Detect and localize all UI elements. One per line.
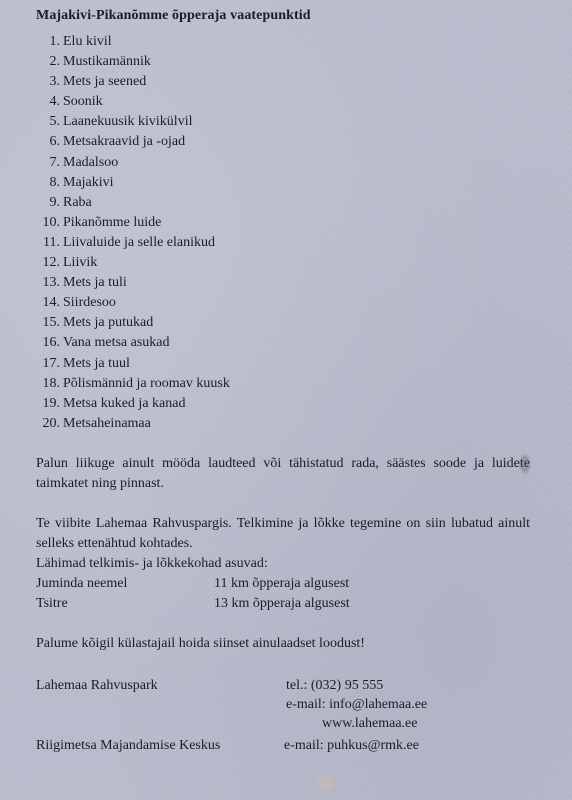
stain-mark (520, 455, 530, 473)
list-item (36, 173, 230, 193)
stop-name: Vana metsa asukad (63, 335, 170, 351)
list-item (36, 153, 230, 173)
stop-number: 11. (43, 234, 60, 250)
list-item (36, 92, 230, 112)
stop-number: 15. (42, 315, 60, 331)
stop-number: 16. (42, 335, 60, 351)
park-website: www.lahemaa.ee (322, 716, 418, 731)
stop-number: 5. (49, 114, 60, 130)
rmk-email: e-mail: puhkus@rmk.ee (284, 738, 419, 753)
park-name: Lahemaa Rahvuspark (36, 678, 158, 693)
stop-number: 1. (49, 34, 60, 49)
stop-number: 18. (42, 375, 60, 391)
stop-name: Mets ja tuul (63, 355, 130, 371)
list-item (36, 414, 230, 434)
stop-number: 10. (42, 214, 60, 230)
stop-name: Mustikamännik (63, 54, 151, 70)
visitor-request-paragraph: Palume kõigil külastajail hoida siinset ainulaadset loodust! (36, 636, 365, 651)
stop-name: Mets ja tuli (63, 275, 127, 291)
stop-name: Laanekuusik kivikülvil (63, 114, 193, 130)
camp-sites-heading: Lähimad telkimis- ja lõkkekohad asuvad: (36, 556, 268, 571)
list-item (36, 193, 230, 213)
stop-number: 13. (42, 275, 60, 291)
stop-number: 9. (49, 194, 60, 210)
list-item (36, 213, 230, 233)
stop-number: 14. (42, 295, 60, 311)
list-item (36, 253, 230, 273)
sign-title: Majakivi-Pikanõmme õpperaja vaatepunktid (36, 8, 311, 23)
stop-name: Liivaluide ja selle elanikud (63, 234, 216, 250)
stop-number: 3. (49, 74, 60, 90)
trail-stops-list (36, 32, 230, 434)
stop-number: 2. (49, 54, 60, 70)
list-item (36, 72, 230, 92)
stop-name: Raba (63, 194, 92, 210)
camp-site-distance: 13 km õpperaja algusest (214, 596, 350, 611)
stop-name: Liivik (63, 255, 98, 271)
stop-number: 20. (42, 415, 60, 431)
stop-number: 7. (49, 154, 60, 170)
stop-number: 12. (42, 255, 60, 271)
list-item (36, 313, 230, 333)
camp-site-row (36, 594, 350, 614)
park-email: e-mail: info@lahemaa.ee (286, 697, 428, 712)
stop-number: 8. (49, 174, 60, 190)
stop-name: Mets ja putukad (63, 315, 154, 331)
stop-name: Metsakraavid ja -ojad (63, 134, 186, 150)
list-item (36, 293, 230, 313)
stop-name: Soonik (63, 94, 103, 110)
list-item (36, 52, 230, 72)
park-notice-paragraph: Te viibite Lahemaa Rahvuspargis. Telkimine ja lõkke tegemine on siin lubatud ainult selleks ettenähtud kohtades. (36, 516, 530, 551)
stop-name: Metsa kuked ja kanad (63, 395, 186, 411)
trail-notice-paragraph: Palun liikuge ainult mööda laudteed või tähistatud rada, säästes soode ja luidete taimkatet ning pinnast. (36, 456, 530, 491)
camp-site-row (36, 574, 350, 594)
list-item (36, 112, 230, 132)
list-item (36, 333, 230, 353)
list-item (36, 233, 230, 253)
stop-number: 19. (42, 395, 60, 411)
list-item (36, 32, 230, 52)
stop-name: Madalsoo (63, 154, 119, 170)
stain-mark (316, 776, 334, 790)
stop-name: Majakivi (63, 174, 114, 190)
list-item (36, 354, 230, 374)
camp-site-place: Juminda neemel (36, 576, 128, 591)
rmk-name: Riigimetsa Majandamise Keskus (36, 738, 221, 753)
stop-number: 4. (49, 94, 60, 110)
stop-name: Elu kivil (63, 34, 112, 49)
park-telephone: tel.: (032) 95 555 (286, 678, 384, 693)
list-item (36, 374, 230, 394)
stop-number: 6. (49, 134, 60, 150)
list-item (36, 394, 230, 414)
stop-number: 17. (42, 355, 60, 371)
camp-site-distance: 11 km õpperaja algusest (214, 576, 350, 591)
stop-name: Mets ja seened (63, 74, 147, 90)
stop-name: Põlismännid ja roomav kuusk (63, 375, 230, 391)
camp-site-place: Tsitre (36, 596, 68, 611)
stop-name: Siirdesoo (63, 295, 116, 311)
list-item (36, 273, 230, 293)
stop-name: Pikanõmme luide (63, 214, 162, 230)
list-item (36, 132, 230, 152)
stop-name: Metsaheinamaa (63, 415, 151, 431)
